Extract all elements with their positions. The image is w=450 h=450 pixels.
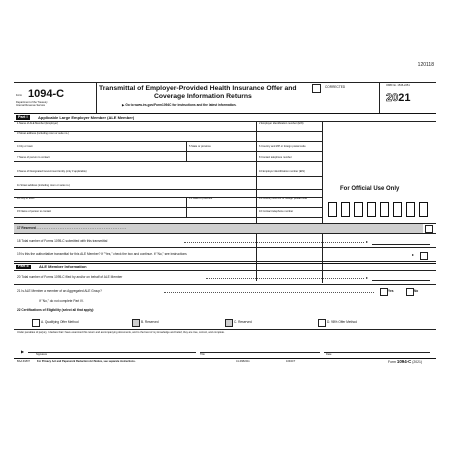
- form-code: 120118: [417, 62, 434, 68]
- row-rule-4: [14, 161, 322, 162]
- official-use-box: [367, 202, 376, 217]
- option-d-checkbox[interactable]: [318, 319, 326, 327]
- row-rule-3: [14, 151, 322, 152]
- field-2-label: 2 Employer identification number (EIN): [259, 122, 304, 125]
- perjury-statement: Under penalties of perjury, I declare that I have examined this return and accompanying documents, and to the best of my knowledge and belief, they are true, correct, and complete.: [17, 331, 225, 334]
- line-22-label: 22 Certifications of Eligibility (select all that apply):: [17, 308, 95, 312]
- signature-label: Signature: [36, 353, 48, 356]
- line-21-label: 21 Is ALE Member a member of an Aggregated ALE Group?: [17, 289, 102, 293]
- field-6-label: 6 Country and ZIP or foreign postal code: [259, 145, 306, 148]
- official-use-label: For Official Use Only: [340, 186, 400, 192]
- footer-form-word: Form: [388, 360, 396, 364]
- option-d-label: D. 98% Offer Method: [327, 320, 357, 324]
- line-20-arrow-icon: ▸: [366, 274, 369, 280]
- option-c-checkbox: [225, 319, 233, 327]
- line-21-no-label: No: [414, 289, 419, 293]
- option-b-checkbox: [132, 319, 140, 327]
- signature-field[interactable]: [28, 352, 196, 353]
- line-18-label: 18 Total number of Forms 1095-C submitted with this transmittal: [17, 239, 108, 243]
- sign-arrow-icon: ▶: [21, 349, 25, 354]
- row-rule-5: [14, 176, 322, 177]
- official-use-box: [328, 202, 337, 217]
- field-5-label: 5 State or province: [189, 145, 211, 148]
- line-19-checkbox[interactable]: [420, 252, 428, 260]
- row-rule-8: [14, 207, 322, 208]
- field-10-label: 10 Employer identification number (EIN): [259, 170, 305, 173]
- part1-title: Applicable Large Employer Member (ALE Member): [38, 114, 135, 120]
- part1-badge: Part I: [18, 114, 28, 119]
- line-19-label: 19 Is this the authoritative transmittal for this ALE Member? If "Yes," check the box and continue. If "No," see instructions: [17, 252, 187, 256]
- line-20-rule: [14, 284, 436, 285]
- field-8-label: 8 Contact telephone number: [259, 156, 292, 159]
- line-17-label: 17 Reserved . . . . . . . . . . . . . . . . . . . . . . . . . . . . . . . . . . . . . . . . . . . . . . . . . . .: [17, 225, 127, 230]
- line-17-top-rule: [14, 223, 436, 224]
- year-prefix: 20: [386, 92, 399, 104]
- form-title-line2: Coverage Information Returns: [154, 93, 252, 100]
- field-15-label: 15 Name of person to contact: [17, 210, 52, 213]
- row-rule-6: [14, 189, 322, 190]
- omb-number: OMB No. 1545-2251: [386, 84, 410, 87]
- part2-badge: Part II: [18, 264, 29, 269]
- field-7-label: 7 Name of person to contact: [17, 156, 50, 159]
- option-a-checkbox[interactable]: [32, 319, 40, 327]
- tax-year: [386, 93, 411, 104]
- line-18-answer-field[interactable]: [372, 244, 430, 245]
- year-suffix: 21: [398, 92, 411, 104]
- irs-label: Internal Revenue Service: [16, 104, 46, 107]
- line-19-rule: [14, 261, 436, 262]
- official-use-box: [341, 202, 350, 217]
- header-divider-right: [379, 82, 380, 113]
- paperwork-notice: For Privacy Act and Paperwork Reduction Act Notice, see separate instructions.: [37, 360, 136, 363]
- footer-form-name: 1094-C: [396, 359, 412, 364]
- option-c-label: C. Reserved: [234, 320, 252, 324]
- header-divider-left: [96, 82, 97, 113]
- official-use-box: [393, 202, 402, 217]
- line-17-bottom-rule: [14, 233, 436, 234]
- official-use-box: [419, 202, 428, 217]
- row-rule-9: [14, 217, 322, 218]
- row-rule-2: [14, 141, 322, 142]
- field-1-label: 1 Name of ALE Member (Employer): [17, 122, 59, 125]
- date-label: Date: [326, 353, 332, 356]
- form-label-small: Form: [16, 94, 23, 97]
- line-20-answer-field[interactable]: [372, 280, 430, 281]
- instructions-line: ▶ Go to www.irs.gov/Form1094C for instructions and the latest information.: [122, 103, 237, 107]
- line-21-leader: [164, 292, 374, 293]
- line-21-yes-label: Yes: [388, 289, 394, 293]
- option-a-label: A. Qualifying Offer Method: [41, 320, 79, 324]
- form-number: 1094-C: [28, 88, 65, 100]
- form-1094c-page: [14, 64, 436, 379]
- line-20-label: 20 Total number of Forms 1095-C filed by and/or on behalf of ALE Member: [17, 275, 123, 279]
- corrected-checkbox[interactable]: [312, 84, 321, 93]
- header-bottom-rule: [14, 113, 436, 114]
- official-use-boxes: [328, 202, 432, 219]
- line-21-no-checkbox[interactable]: [406, 288, 414, 296]
- cat-number: 41-0682411: [236, 360, 250, 363]
- footer-form-id: [388, 360, 422, 364]
- field-16-label: 16 Contact telephone number: [259, 210, 294, 213]
- field-13-label: 13 State or province: [189, 197, 213, 200]
- line-21-yes-checkbox[interactable]: [380, 288, 388, 296]
- line-18-arrow-icon: ▸: [366, 238, 369, 244]
- footer-rule: [14, 358, 436, 359]
- ein-column-divider: [256, 121, 257, 281]
- field-9-label: 9 Name of Designated Government Entity (only if applicable): [17, 170, 87, 173]
- line-18-rule: [14, 247, 436, 248]
- part2-rule: [14, 270, 436, 271]
- title-field[interactable]: [200, 352, 320, 353]
- field-11-label: 11 Street address (including room or suite no.): [17, 184, 71, 187]
- part1-rule: [14, 121, 436, 122]
- line-18-leader: [184, 242, 364, 243]
- option-b-label: B. Reserved: [141, 320, 159, 324]
- title-label: Title: [200, 353, 205, 356]
- line-22-rule: [14, 329, 436, 330]
- dept-treasury: Department of the Treasury: [16, 101, 48, 104]
- baa-number: BAA #1807: [17, 360, 30, 363]
- cat-code: 1094CT: [286, 360, 296, 363]
- field-3-label: 3 Street address (including room or suite no.): [17, 132, 69, 135]
- field-12-label: 12 City or town: [17, 197, 35, 200]
- official-use-box: [406, 202, 415, 217]
- official-use-box: [380, 202, 389, 217]
- line-19-arrow-icon: ▸: [412, 251, 415, 257]
- form-title-line1: Transmittal of Employer-Provided Health Insurance Offer and: [99, 85, 297, 92]
- line-17-checkbox: [425, 225, 433, 233]
- corrected-label: CORRECTED: [325, 85, 346, 89]
- field-14-label: 14 Country and ZIP or foreign postal code: [259, 197, 308, 200]
- official-use-box: [354, 202, 363, 217]
- field-4-label: 4 City or town: [17, 145, 33, 148]
- footer-form-year: (2021): [412, 360, 423, 364]
- part2-title: ALE Member Information: [39, 264, 87, 269]
- line-20-leader: [206, 278, 364, 279]
- official-use-divider: [322, 121, 323, 283]
- date-field[interactable]: [324, 352, 430, 353]
- line-21-note: If "No," do not complete Part IV.: [39, 299, 84, 303]
- header-top-rule: [14, 82, 436, 83]
